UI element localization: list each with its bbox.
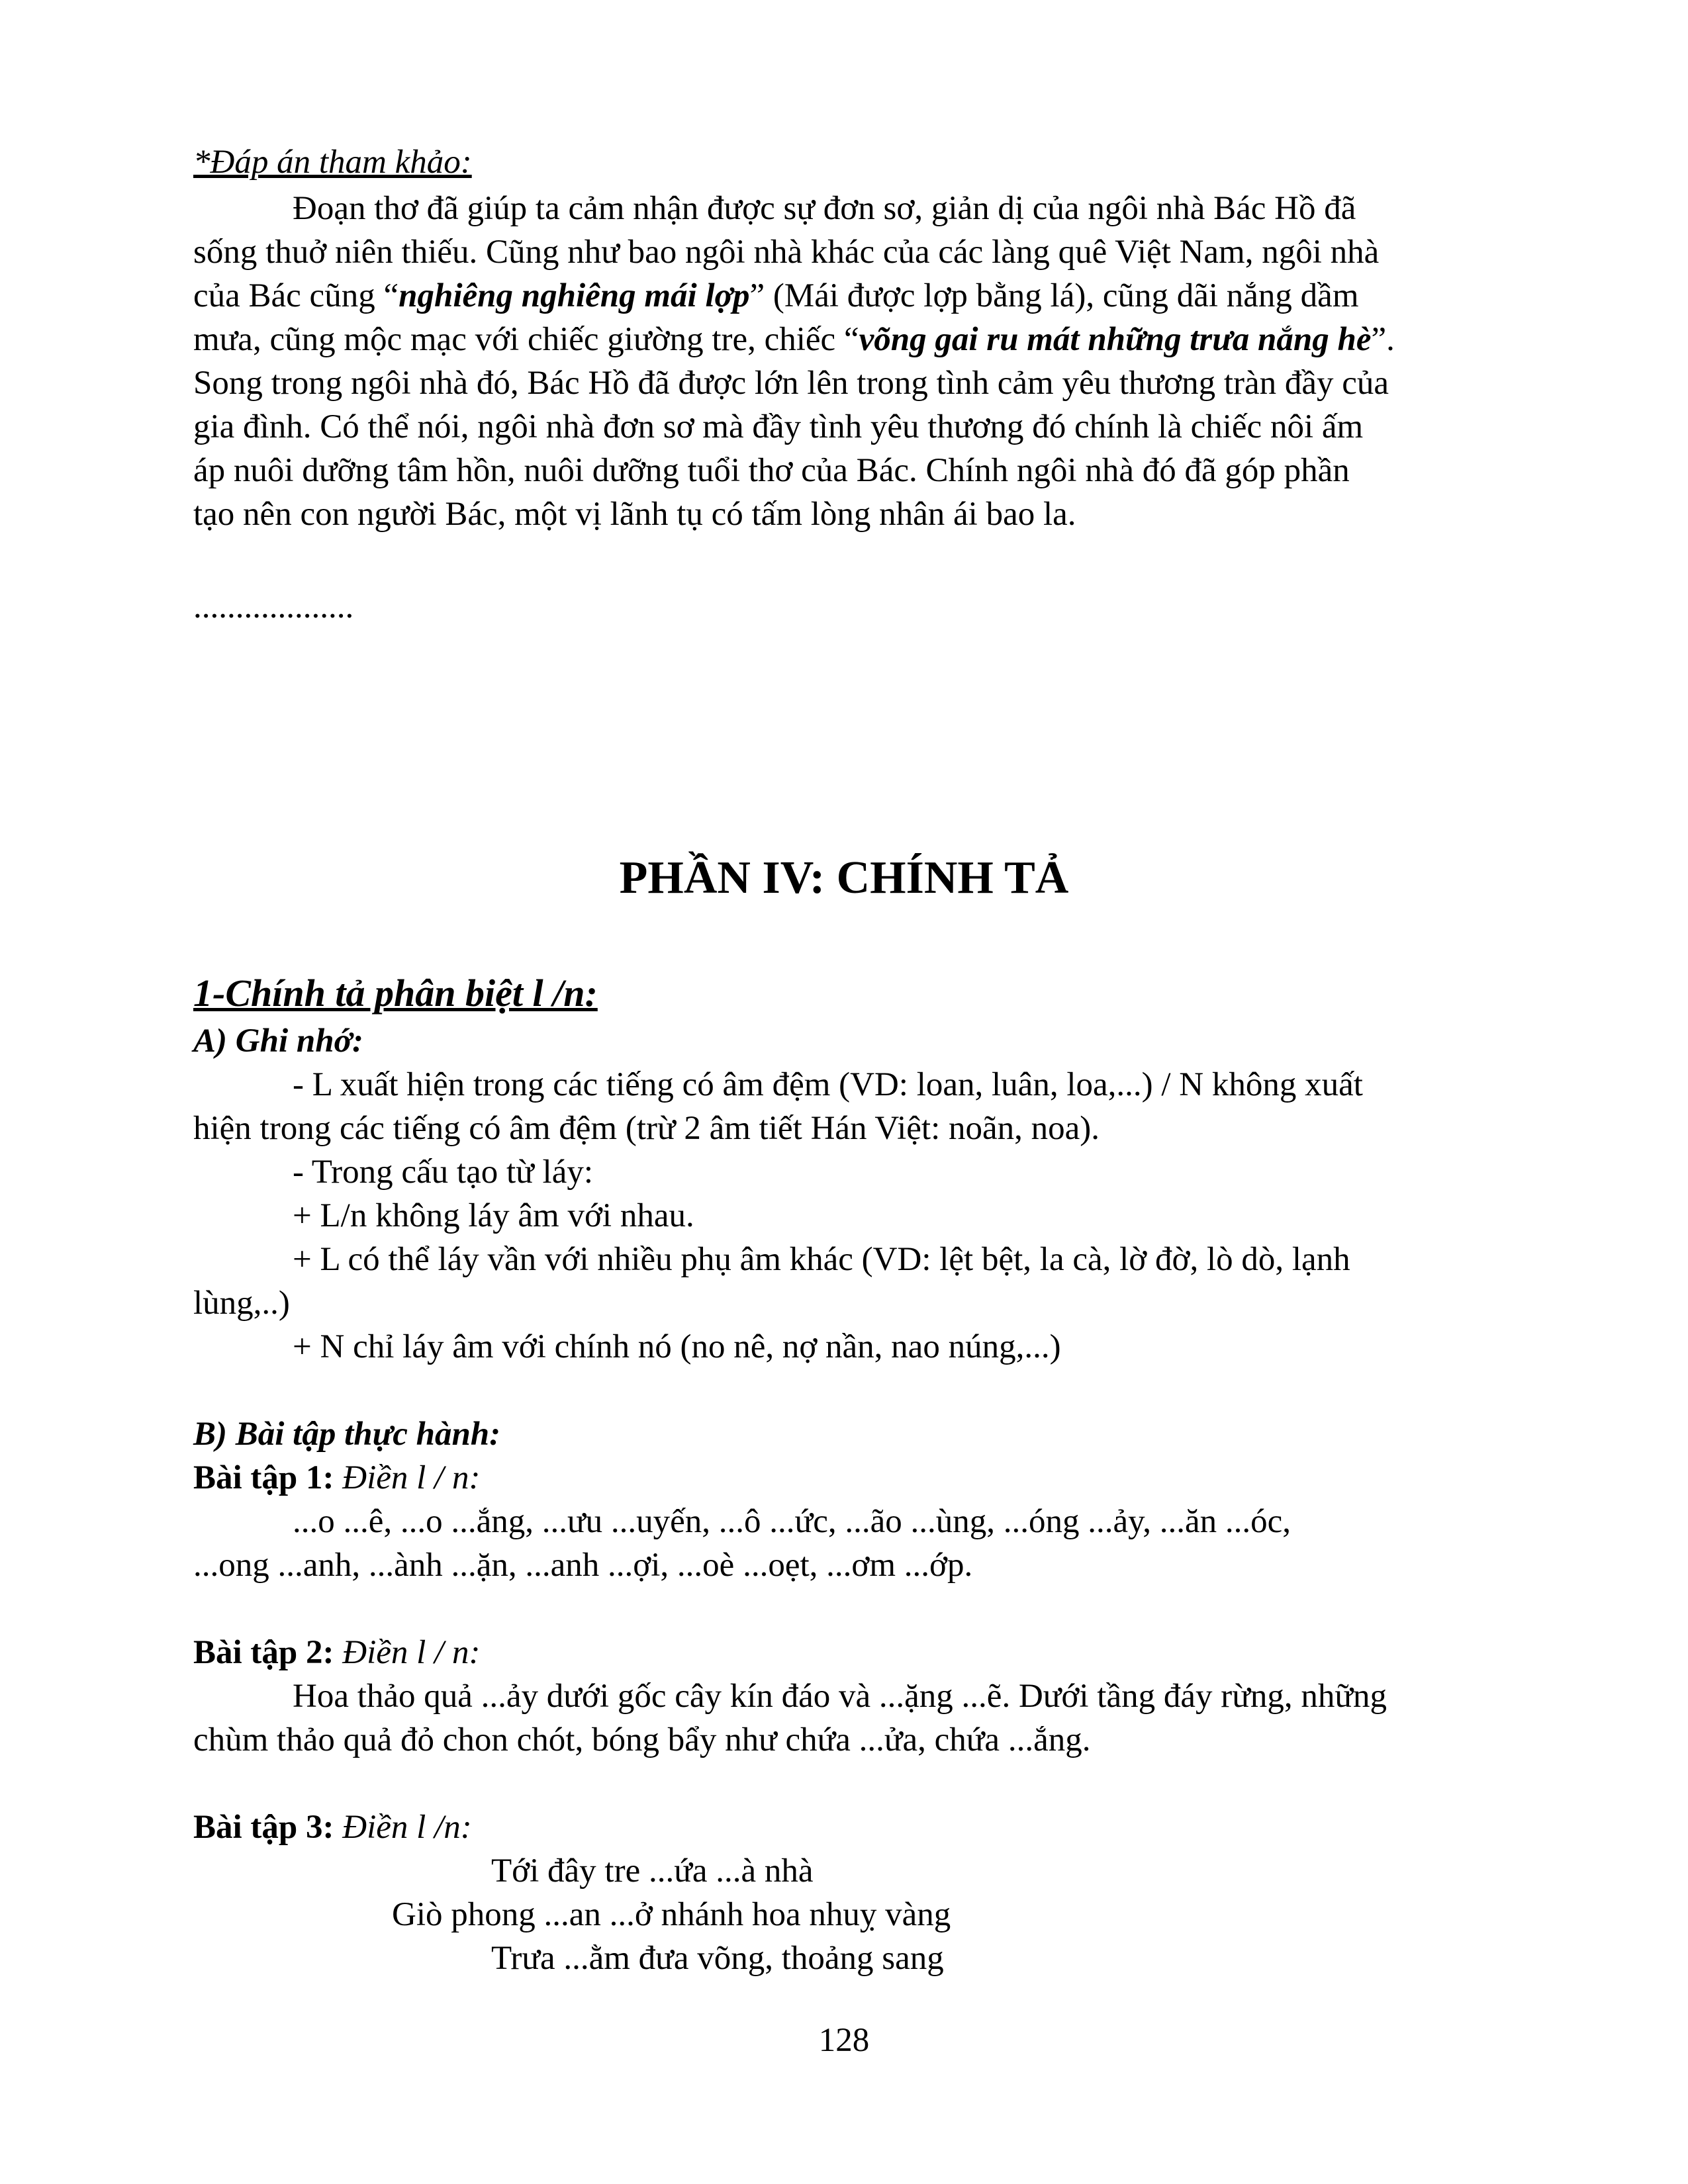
exercise-title [193,1805,472,1849]
part-title: PHẦN IV: CHÍNH TẢ [619,852,1069,903]
answer-text-line [193,274,1358,318]
exercise-title [193,1456,481,1500]
rule-text-line: + N chỉ láy âm với chính nó (no nê, nợ nần, nao núng,...) [293,1328,1061,1365]
answer-text: ”. [1371,321,1395,358]
quote-emphasis: võng gai ru mát những trưa nắng hè [859,321,1372,358]
exercise-text-line: ...o ...ê, ...o ...ắng, ...ưu ...uyến, ...ô ...ức, ...ão ...ùng, ...óng ...ảy, ...ăn ...óc, [293,1503,1291,1540]
ellipsis-dots: ................... [193,588,354,625]
rule-text-line: - Trong cấu tạo từ láy: [293,1154,594,1191]
rule-text-line: - L xuất hiện trong các tiếng có âm đệm (VD: loan, luân, loa,...) / N không xuất [293,1066,1363,1103]
exercise-instruction: Điền l / n: [334,1634,481,1671]
answer-text: mưa, cũng mộc mạc với chiếc giường tre, chiếc “ [193,321,859,358]
answer-text: của Bác cũng “ [193,277,399,314]
exercise-label: Bài tập 1: [193,1459,334,1496]
exercise-label: Bài tập 2: [193,1634,334,1671]
answer-text-line: Song trong ngôi nhà đó, Bác Hồ đã được lớn lên trong tình cảm yêu thương tràn đầy của [193,365,1389,402]
answer-text-line: tạo nên con người Bác, một vị lãnh tụ có tấm lòng nhân ái bao la. [193,496,1076,533]
quote-emphasis: nghiêng nghiêng mái lợp [399,277,750,314]
exercise-instruction: Điền l / n: [334,1459,481,1496]
exercise-title [193,1631,481,1674]
answer-text-line [193,318,1395,361]
answer-label: *Đáp án tham khảo: [193,144,472,181]
rule-text-line: lùng,..) [193,1285,290,1322]
answer-text-line: áp nuôi dưỡng tâm hồn, nuôi dưỡng tuổi thơ của Bác. Chính ngôi nhà đó đã góp phần [193,452,1350,489]
answer-text-line: gia đình. Có thể nói, ngôi nhà đơn sơ mà đầy tình yêu thương đó chính là chiếc nôi ấm [193,408,1364,445]
rule-text-line: hiện trong các tiếng có âm đệm (trừ 2 âm tiết Hán Việt: noãn, noa). [193,1110,1100,1147]
exercise-instruction: Điền l /n: [334,1809,472,1846]
rule-text-line: + L có thể láy vần với nhiều phụ âm khác (VD: lệt bệt, la cà, lờ đờ, lò dò, lạnh [293,1241,1350,1278]
answer-text-line: Đoạn thơ đã giúp ta cảm nhận được sự đơn sơ, giản dị của ngôi nhà Bác Hồ đã [293,190,1356,227]
poem-verse: Trưa ...ằm đưa võng, thoảng sang [491,1940,944,1977]
exercise-text-line: Hoa thảo quả ...ảy dưới gốc cây kín đáo và ...ặng ...ẽ. Dưới tầng đáy rừng, những [293,1678,1387,1715]
subsection-label-a: A) Ghi nhớ: [193,1023,363,1060]
poem-verse: Tới đây tre ...ứa ...à nhà [491,1852,814,1889]
poem-verse: Giò phong ...an ...ở nhánh hoa nhuỵ vàng [392,1896,951,1933]
page-number: 128 [818,2022,870,2059]
subsection-label-b: B) Bài tập thực hành: [193,1416,501,1453]
exercise-text-line: ...ong ...anh, ...ành ...ặn, ...anh ...ợi, ...oè ...oẹt, ...ơm ...ớp. [193,1547,973,1584]
answer-text: ” (Mái được lợp bằng lá), cũng dãi nắng dầm [749,277,1359,314]
answer-text-line: sống thuở niên thiếu. Cũng như bao ngôi nhà khác của các làng quê Việt Nam, ngôi nhà [193,234,1380,271]
exercise-text-line: chùm thảo quả đỏ chon chót, bóng bẩy như chứa ...ửa, chứa ...ắng. [193,1721,1091,1758]
rule-text-line: + L/n không láy âm với nhau. [293,1197,694,1234]
exercise-label: Bài tập 3: [193,1809,334,1846]
section-heading: 1-Chính tả phân biệt l /n: [193,972,598,1015]
